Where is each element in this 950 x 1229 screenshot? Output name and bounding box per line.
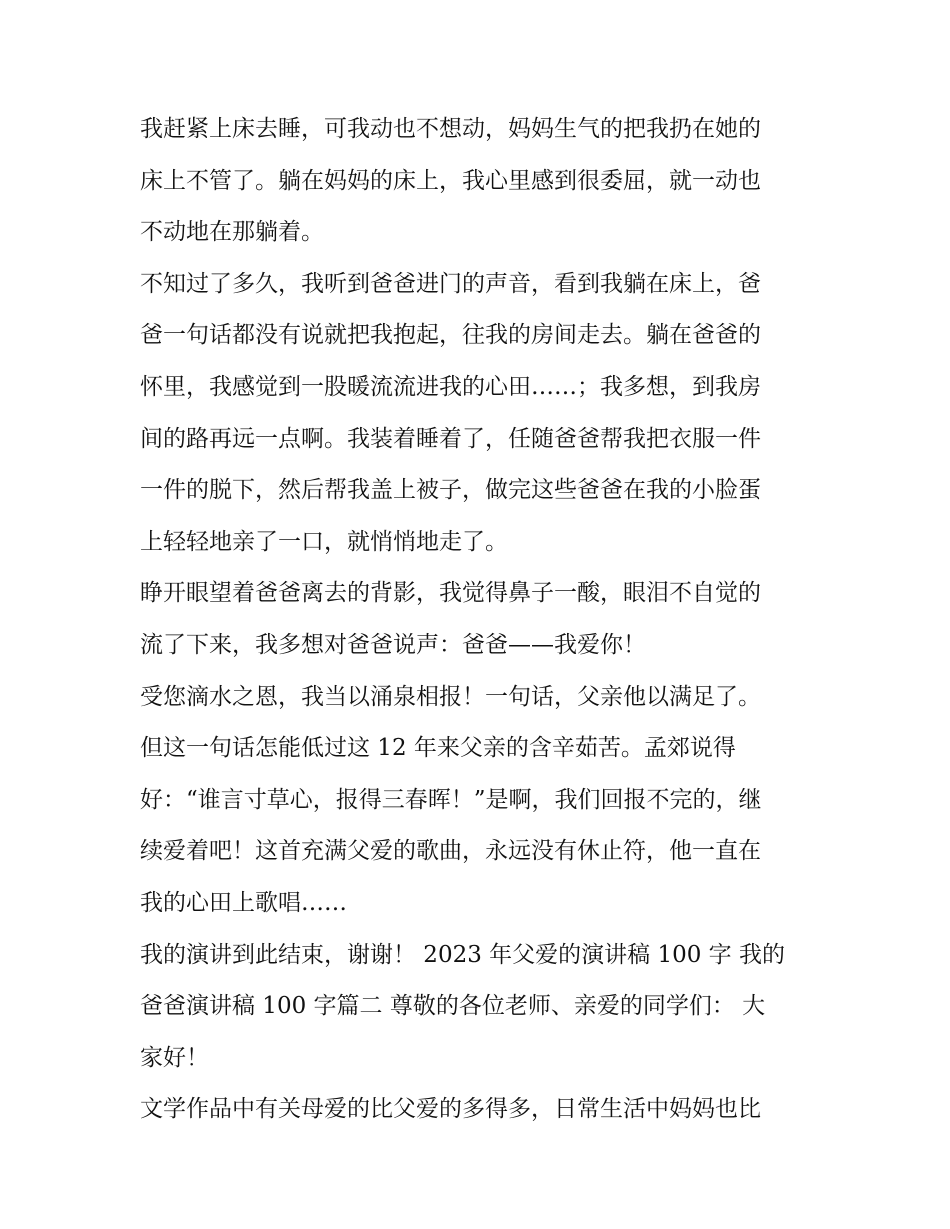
text-line: 间的路再远一点啊。我装着睡着了，任随爸爸帮我把衣服一件 <box>140 425 761 452</box>
text-line: 一件的脱下，然后帮我盖上被子，做完这些爸爸在我的小脸蛋 <box>140 477 761 504</box>
text-line: 我赶紧上床去睡，可我动也不想动，妈妈生气的把我扔在她的 <box>140 116 761 142</box>
text-line: 怀里，我感觉到一股暖流流进我的心田……；我多想，到我房 <box>140 373 761 400</box>
text-line: 但这一句话怎能低过这 12 年来父亲的含辛茹苦。孟郊说得 <box>140 735 736 762</box>
text-line: 我的心田上歌唱…… <box>140 889 347 916</box>
text-line: 不动地在那躺着。 <box>140 219 324 246</box>
text-line: 不知过了多久，我听到爸爸进门的声音，看到我躺在床上，爸 <box>140 270 761 297</box>
document-body <box>140 104 820 1136</box>
text-line: 流了下来，我多想对爸爸说声：爸爸——我爱你！ <box>140 631 646 658</box>
text-line: 我的演讲到此结束，谢谢！ 2023 年父爱的演讲稿 100 字 我的 <box>140 941 785 968</box>
text-line: 爸一句话都没有说就把我抱起，往我的房间走去。躺在爸爸的 <box>140 322 761 349</box>
text-line: 上轻轻地亲了一口，就悄悄地走了。 <box>140 528 508 555</box>
text-line: 受您滴水之恩，我当以涌泉相报！一句话，父亲他以满足了。 <box>140 683 761 710</box>
text-line: 好：“谁言寸草心，报得三春晖！”是啊，我们回报不完的，继 <box>140 786 762 813</box>
text-line: 家好！ <box>140 1044 209 1071</box>
text-line: 文学作品中有关母爱的比父爱的多得多，日常生活中妈妈也比 <box>140 1096 761 1123</box>
text-line: 续爱着吧！这首充满父爱的歌曲，永远没有休止符，他一直在 <box>140 838 761 865</box>
text-line: 睁开眼望着爸爸离去的背影，我觉得鼻子一酸，眼泪不自觉的 <box>140 580 761 607</box>
text-line: 爸爸演讲稿 100 字篇二 尊敬的各位老师、亲爱的同学们： 大 <box>140 993 766 1020</box>
text-line: 床上不管了。躺在妈妈的床上，我心里感到很委屈，就一动也 <box>140 167 761 194</box>
